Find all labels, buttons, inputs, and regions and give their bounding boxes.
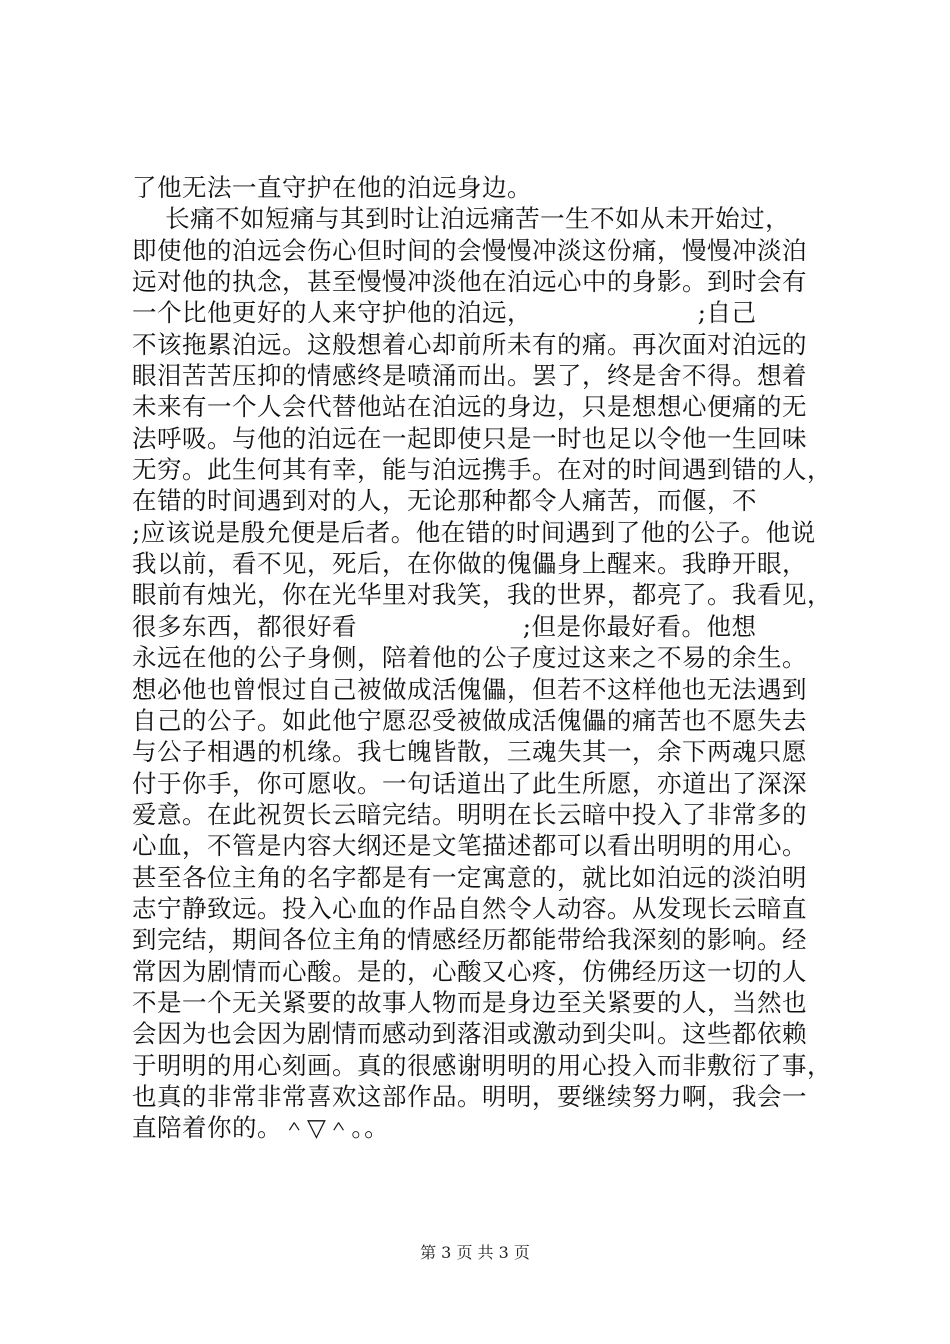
text-line: 爱意。在此祝贺长云暗完结。明明在长云暗中投入了非常多的 (132, 799, 807, 829)
text-line: 甚至各位主角的名字都是有一定寓意的，就比如泊远的淡泊明 (132, 862, 807, 892)
page-footer (0, 1242, 950, 1264)
text-line: 一个比他更好的人来守护他的泊远， ;自己 (132, 298, 757, 328)
text-line: 志宁静致远。投入心血的作品自然令人动容。从发现长云暗直 (132, 893, 807, 923)
text-line: 心血，不管是内容大纲还是文笔描述都可以看出明明的用心。 (132, 831, 807, 861)
text-line: 付于你手，你可愿收。一句话道出了此生所愿，亦道出了深深 (132, 768, 807, 798)
text-line: 不该拖累泊远。这般想着心却前所未有的痛。再次面对泊远的 (132, 329, 807, 359)
text-line: 眼泪苦苦压抑的情感终是喷涌而出。罢了，终是舍不得。想着 (132, 361, 807, 391)
text-line: 眼前有烛光，你在光华里对我笑，我的世界，都亮了。我看见， (132, 580, 832, 610)
text-line: 也真的非常非常喜欢这部作品。明明，要继续努力啊，我会一 (132, 1081, 807, 1111)
body-text (132, 172, 844, 1144)
text-line: 在错的时间遇到对的人，无论那种都令人痛苦，而偃，不 (132, 486, 757, 516)
text-line: 想必他也曾恨过自己被做成活傀儡，但若不这样他也无法遇到 (132, 674, 807, 704)
text-line: 未来有一个人会代替他站在泊远的身边，只是想想心便痛的无 (132, 392, 807, 422)
text-line: 了他无法一直守护在他的泊远身边。 (132, 173, 532, 202)
page-number-label: 第 3 页 共 3 页 (420, 1243, 530, 1262)
text-line: 我以前，看不见，死后，在你做的傀儡身上醒来。我睁开眼， (132, 549, 807, 579)
text-line: 无穷。此生何其有幸，能与泊远携手。在对的时间遇到错的人， (132, 455, 832, 485)
text-line: 于明明的用心刻画。真的很感谢明明的用心投入而非敷衍了事， (132, 1050, 832, 1080)
text-line: 长痛不如短痛与其到时让泊远痛苦一生不如从未开始过， (132, 204, 791, 234)
text-line: 很多东西，都很好看 ;但是你最好看。他想 (132, 611, 757, 641)
text-line: 直陪着你的。＾▽＾。。 (132, 1113, 390, 1143)
text-line: 会因为也会因为剧情而感动到落泪或激动到尖叫。这些都依赖 (132, 1019, 807, 1049)
text-line: 自己的公子。如此他宁愿忍受被做成活傀儡的痛苦也不愿失去 (132, 705, 807, 735)
text-line: 法呼吸。与他的泊远在一起即使只是一时也足以令他一生回味 (132, 423, 807, 453)
text-line: ;应该说是殷允便是后者。他在错的时间遇到了他的公子。他说 (132, 517, 816, 547)
text-line: 即使他的泊远会伤心但时间的会慢慢冲淡这份痛，慢慢冲淡泊 (132, 235, 807, 265)
text-line: 常因为剧情而心酸。是的，心酸又心疼，仿佛经历这一切的人 (132, 956, 807, 986)
text-line: 与公子相遇的机缘。我七魄皆散，三魂失其一，余下两魂只愿 (132, 737, 807, 767)
text-line: 到完结，期间各位主角的情感经历都能带给我深刻的影响。经 (132, 925, 807, 955)
text-line: 永远在他的公子身侧，陪着他的公子度过这来之不易的余生。 (132, 643, 807, 673)
text-line: 远对他的执念，甚至慢慢冲淡他在泊远心中的身影。到时会有 (132, 267, 807, 297)
text-line: 不是一个无关紧要的故事人物而是身边至关紧要的人，当然也 (132, 987, 807, 1017)
